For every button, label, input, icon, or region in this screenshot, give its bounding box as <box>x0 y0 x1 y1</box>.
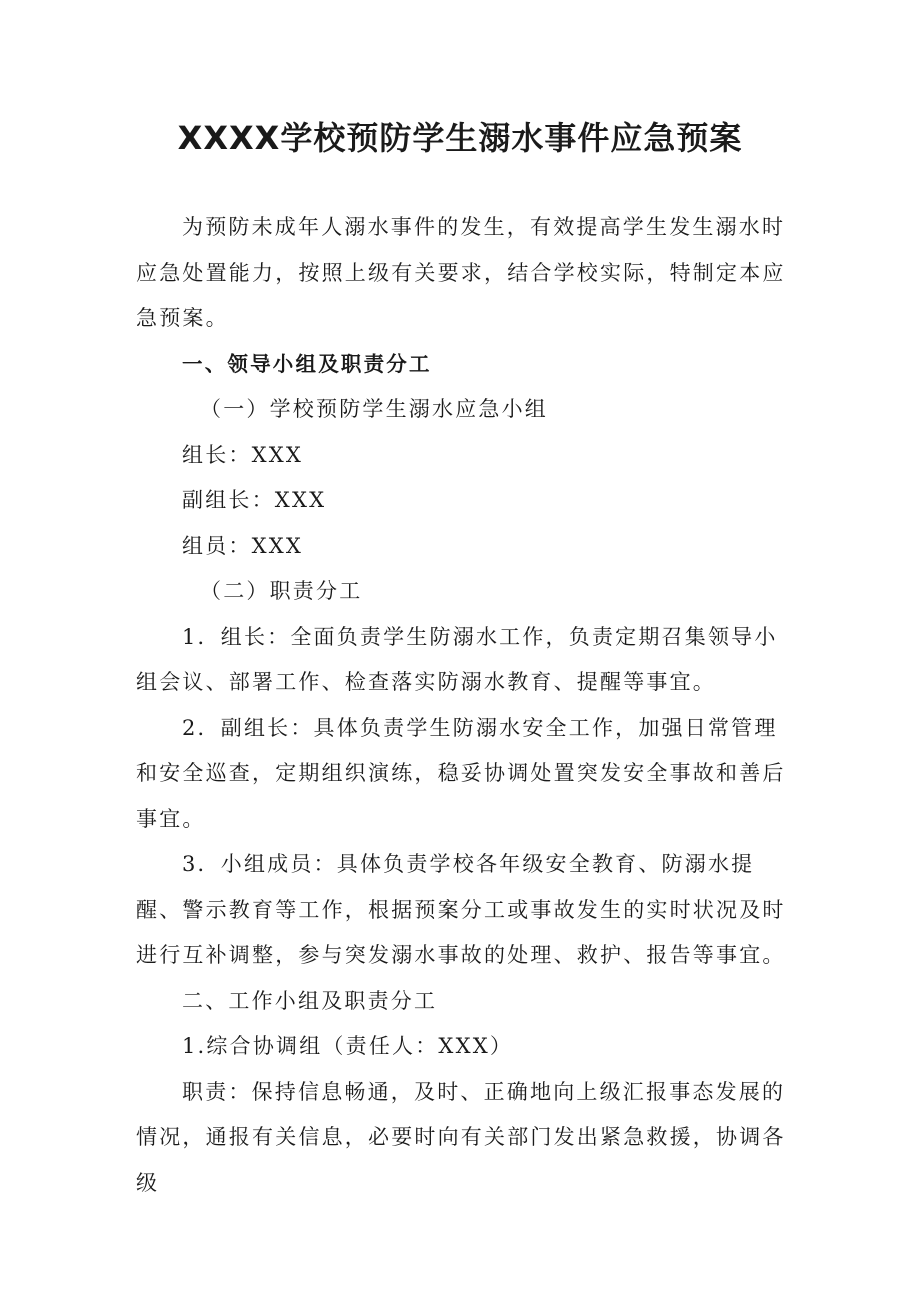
section-1-heading: 一、领导小组及职责分工 <box>182 351 432 376</box>
group-1-heading: 1.综合协调组（责任人：XXX） <box>182 1034 514 1058</box>
duty-2-paragraph: 2．副组长：具体负责学生防溺水安全工作，加强日常管理和安全巡查，定期组织演练，稳妥协调处置突发安全事故和善后事宜。 <box>136 715 786 831</box>
section-2-heading: 二、工作小组及职责分工 <box>182 988 438 1013</box>
intro-paragraph: 为预防未成年人溺水事件的发生，有效提高学生发生溺水时应急处置能力，按照上级有关要求，结合学校实际，特制定本应急预案。 <box>136 215 786 330</box>
subsection-1-heading: （一）学校预防学生溺水应急小组 <box>200 397 548 421</box>
document-body <box>136 205 796 1206</box>
deputy-leader-line: 副组长：XXX <box>182 488 327 512</box>
group-1-duty-paragraph: 职责：保持信息畅通，及时、正确地向上级汇报事态发展的情况，通报有关信息，必要时向有关部门发出紧急救援，协调各级 <box>136 1079 786 1195</box>
duty-1-paragraph: 1．组长：全面负责学生防溺水工作，负责定期召集领导小组会议、部署工作、检查落实防溺水教育、提醒等事宜。 <box>136 624 778 694</box>
leader-line: 组长：XXX <box>182 442 304 467</box>
duty-3-paragraph: 3．小组成员：具体负责学校各年级安全教育、防溺水提醒、警示教育等工作，根据预案分工或事故发生的实时状况及时进行互补调整，参与突发溺水事故的处理、救护、报告等事宜。 <box>136 852 786 967</box>
document-title: XXXX学校预防学生溺水事件应急预案 <box>177 119 743 157</box>
subsection-2-heading: （二）职责分工 <box>200 579 363 603</box>
member-line: 组员：XXX <box>182 533 304 558</box>
